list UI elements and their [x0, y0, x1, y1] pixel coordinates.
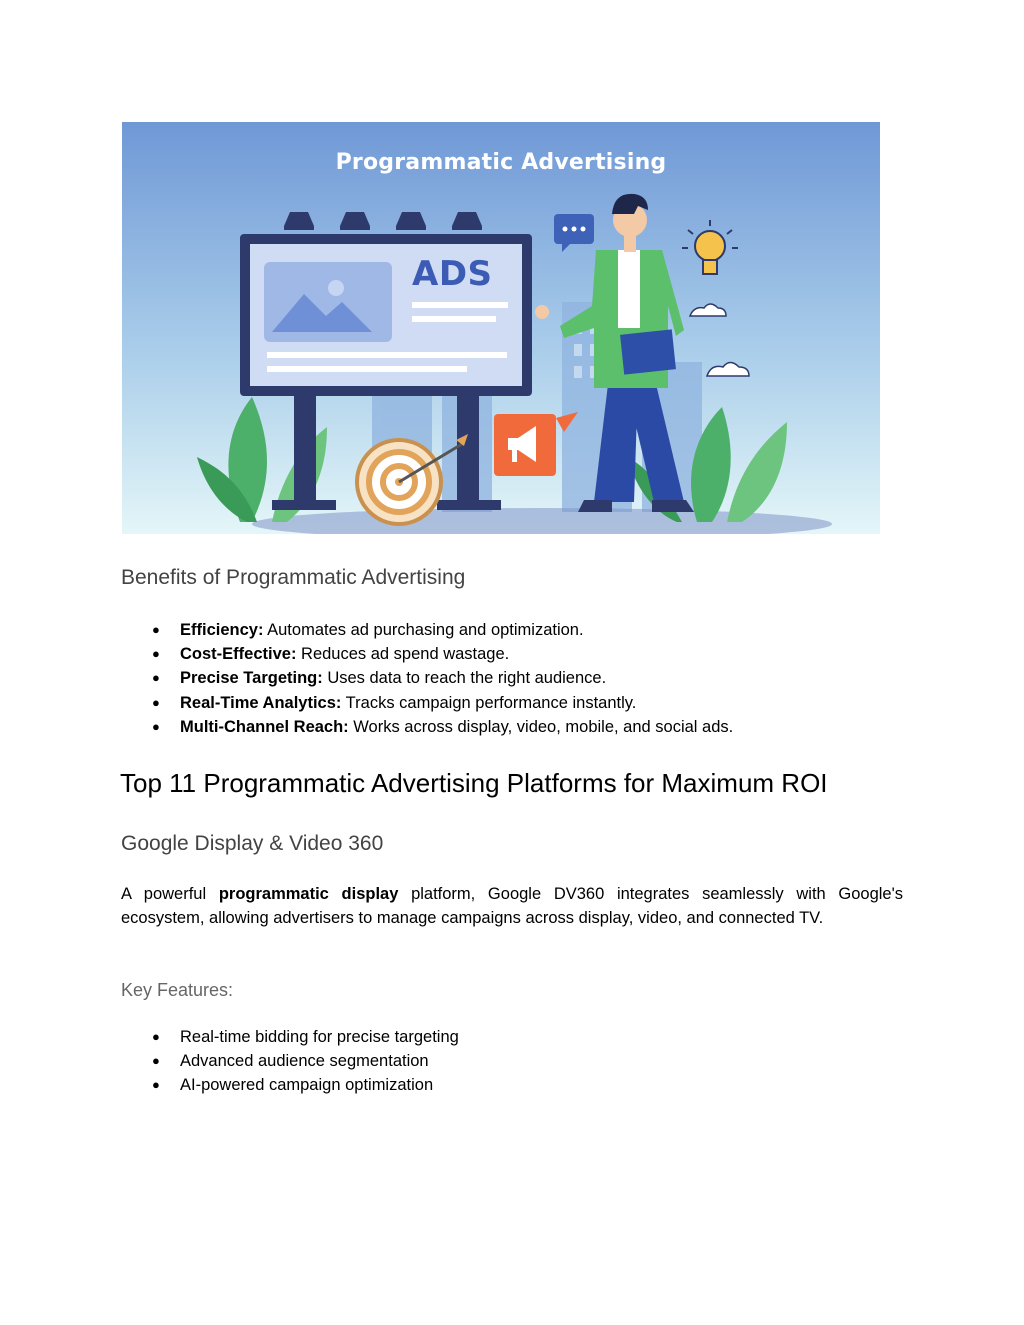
hero-title: Programmatic Advertising — [335, 150, 667, 175]
bullet-icon: ● — [152, 1077, 160, 1093]
bullet-icon: ● — [152, 1053, 160, 1069]
benefit-text: Tracks campaign performance instantly. — [341, 693, 637, 712]
platform-heading: Google Display & Video 360 — [121, 832, 384, 855]
list-item — [152, 691, 733, 715]
feature-text: AI-powered campaign optimization — [180, 1076, 434, 1095]
benefit-text: Works across display, video, mobile, and social ads. — [348, 717, 734, 736]
benefit-label: Cost-Effective: — [180, 645, 297, 664]
description-bold-text: programmatic display — [218, 885, 399, 903]
hero-illustration-graphic — [122, 122, 880, 534]
list-item — [152, 642, 733, 666]
hero-illustration — [122, 122, 880, 534]
benefits-heading: Benefits of Programmatic Advertising — [121, 566, 466, 589]
bullet-icon: ● — [152, 1029, 160, 1044]
main-heading: Top 11 Programmatic Advertising Platforms for Maximum ROI — [120, 768, 828, 798]
list-item — [152, 1073, 459, 1097]
benefit-label: Real-Time Analytics: — [180, 693, 342, 712]
billboard-ads-text: ADS — [412, 254, 493, 294]
platform-description — [121, 882, 903, 930]
benefit-label: Precise Targeting: — [180, 669, 323, 688]
list-item — [152, 618, 733, 642]
features-list — [152, 1025, 459, 1098]
bullet-icon: ● — [152, 670, 160, 686]
bullet-icon: ● — [152, 694, 160, 710]
feature-text: Advanced audience segmentation — [180, 1052, 429, 1071]
list-item — [152, 1049, 459, 1073]
list-item — [152, 715, 733, 739]
feature-text: Real-time bidding for precise targeting — [180, 1028, 459, 1046]
benefits-list — [152, 618, 733, 739]
benefit-label: Efficiency: — [180, 621, 264, 639]
benefit-text: Automates ad purchasing and optimization. — [263, 621, 584, 639]
list-item — [152, 1025, 459, 1049]
bullet-icon: ● — [152, 646, 160, 662]
description-text: platform, Google DV360 integrates seamlessly with Google's ecosystem, allowing advertisers to manage campaigns across display, video, and connected TV. — [121, 885, 903, 927]
bullet-icon: ● — [152, 622, 160, 637]
benefit-label: Multi-Channel Reach: — [180, 717, 349, 736]
list-item — [152, 666, 733, 690]
key-features-heading: Key Features: — [121, 980, 234, 1000]
benefit-text: Uses data to reach the right audience. — [322, 669, 607, 688]
bullet-icon: ● — [152, 718, 160, 734]
benefit-text: Reduces ad spend wastage. — [296, 645, 510, 664]
description-text: A powerful — [121, 885, 219, 903]
